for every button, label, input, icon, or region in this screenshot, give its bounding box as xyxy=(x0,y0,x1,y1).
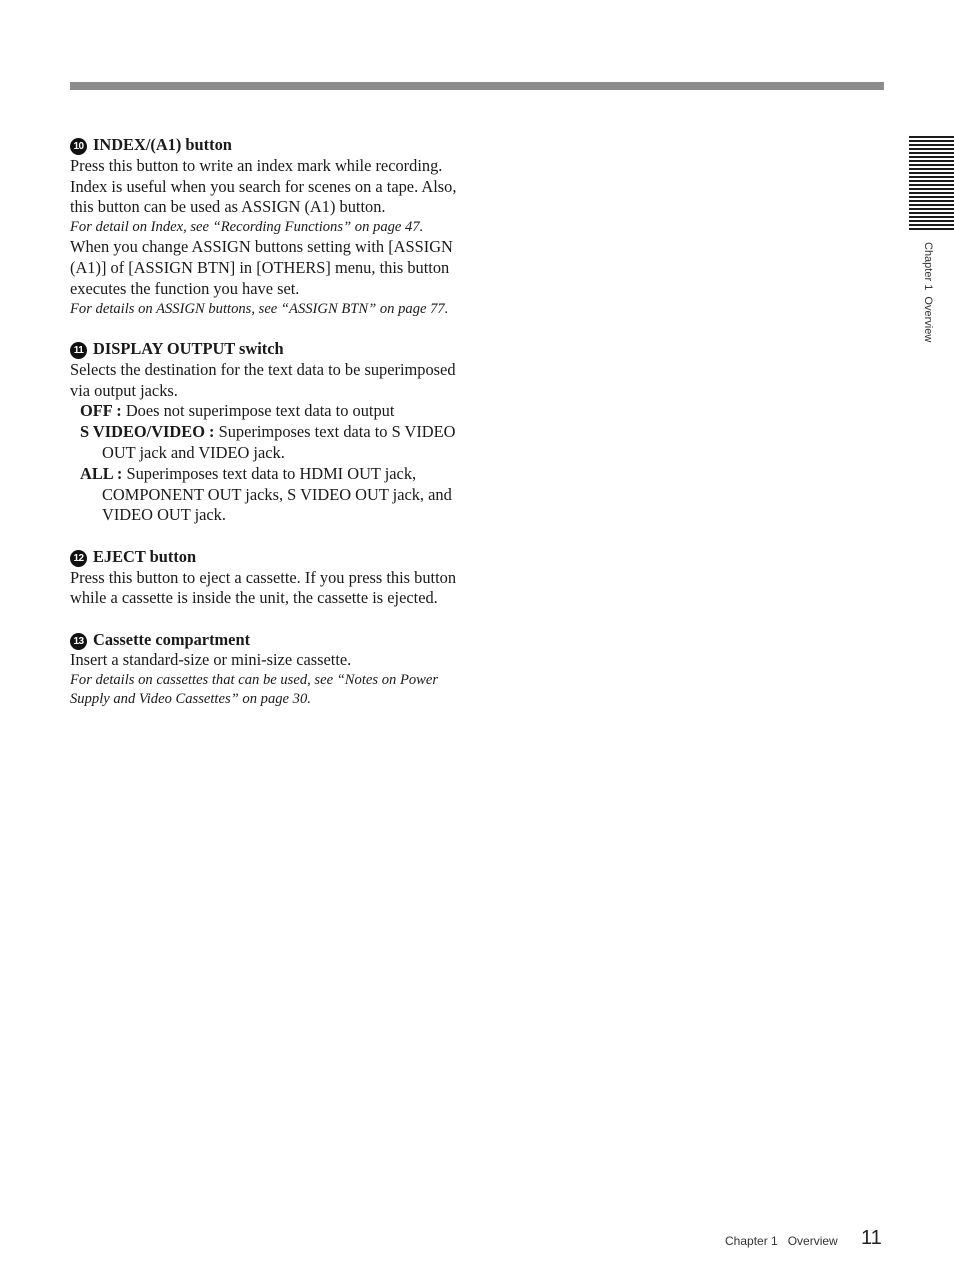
body-text: Press this button to eject a cassette. If you press this button while a cassette is inside the unit, the cassette is ejected. xyxy=(70,567,457,608)
section-eject-button xyxy=(70,547,465,609)
section-cassette-compartment xyxy=(70,630,465,710)
heading-text: INDEX/(A1) button xyxy=(93,135,232,154)
option-desc: Superimposes text data to HDMI OUT jack, COMPONENT OUT jacks, S VIDEO OUT jack, and VIDEO OUT jack. xyxy=(102,463,452,525)
section-heading xyxy=(70,135,465,156)
number-badge-icon: 10 xyxy=(70,138,87,155)
option-term: S VIDEO/VIDEO : xyxy=(80,422,215,442)
page-number: 11 xyxy=(861,1227,882,1249)
number-badge-icon: 11 xyxy=(70,342,87,359)
note-text: For details on ASSIGN buttons, see “ASSIGN BTN” on page 77. xyxy=(70,300,449,317)
body-text: Selects the destination for the text data to be superimposed via output jacks. xyxy=(70,359,456,400)
option-s-video-video xyxy=(70,422,465,464)
section-index-button xyxy=(70,135,465,319)
main-column xyxy=(70,135,465,730)
section-heading xyxy=(70,339,465,360)
option-off xyxy=(70,401,465,422)
note-text: For detail on Index, see “Recording Functions” on page 47. xyxy=(70,219,424,236)
note-text: For details on cassettes that can be used, see “Notes on Power Supply and Video Cassettes” on page 30. xyxy=(70,672,439,708)
option-all xyxy=(70,464,465,526)
heading-text: Cassette compartment xyxy=(93,629,251,649)
body-text: Press this button to write an index mark while recording. Index is useful when you search for scenes on a tape. Also, this button can be used as ASSIGN (A1) button. xyxy=(70,155,457,217)
heading-text: EJECT button xyxy=(93,546,197,566)
option-desc: Does not superimpose text data to output xyxy=(121,401,395,421)
top-rule xyxy=(70,82,884,90)
number-badge-icon: 12 xyxy=(70,550,87,567)
body-text: Insert a standard-size or mini-size cassette. xyxy=(70,650,352,670)
section-heading xyxy=(70,630,465,651)
option-term: ALL : xyxy=(80,463,123,483)
option-term: OFF : xyxy=(80,401,122,421)
section-display-output-switch xyxy=(70,339,465,526)
heading-text: DISPLAY OUTPUT switch xyxy=(93,339,284,359)
option-desc: Superimposes text data to S VIDEO OUT jack and VIDEO jack. xyxy=(102,422,456,463)
chapter-side-label: Chapter 1 Overview xyxy=(922,242,934,343)
section-heading xyxy=(70,547,465,568)
body-text: When you change ASSIGN buttons setting with [ASSIGN (A1)] of [ASSIGN BTN] in [OTHERS] menu, this button executes the function you have set. xyxy=(70,237,453,298)
number-badge-icon: 13 xyxy=(70,633,87,650)
chapter-tab-stripes xyxy=(909,136,954,230)
footer-chapter-label: Chapter 1 Overview xyxy=(725,1234,838,1248)
